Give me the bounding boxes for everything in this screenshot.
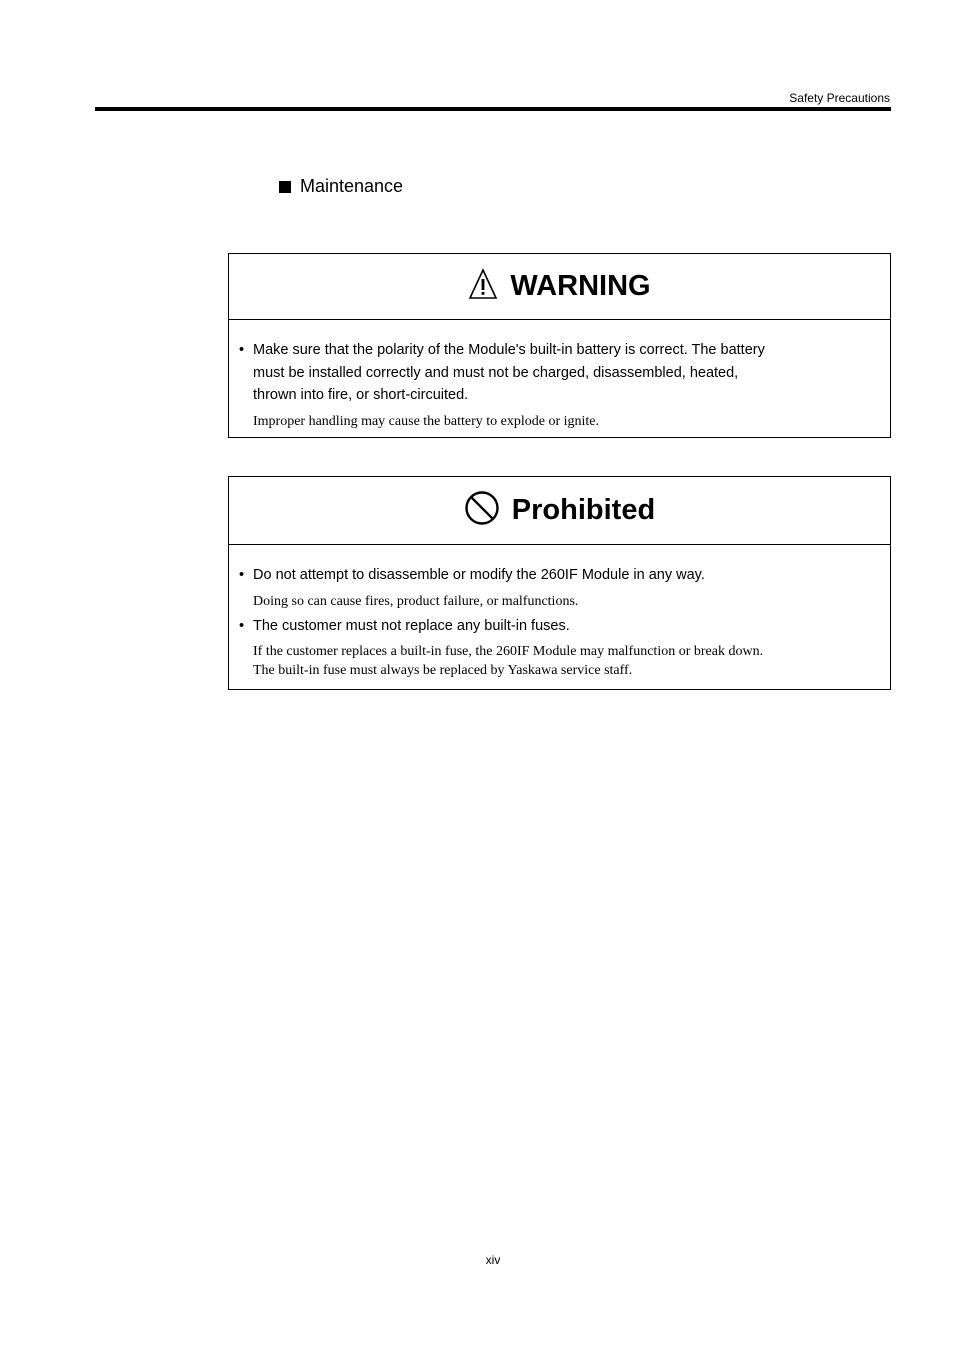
prohibited-note-2-line-2: The built-in fuse must always be replaced by Yaskawa service staff.: [253, 663, 633, 678]
warning-box: [228, 253, 891, 438]
warning-box-body: [229, 320, 890, 431]
prohibited-note-2-line-1: If the customer replaces a built-in fuse, the 260IF Module may malfunction or break down.: [253, 644, 764, 659]
section-heading: [279, 176, 403, 197]
warning-note: Improper handling may cause the battery to explode or ignite.: [253, 413, 600, 429]
warning-bullet: [239, 339, 880, 407]
bullet-dot: •: [239, 342, 245, 358]
prohibited-circle-icon: [464, 490, 500, 531]
prohibited-bullet-2: [239, 615, 880, 638]
warning-bullet-text: Make sure that the polarity of the Module's built-in battery is correct. The battery must be installed correctly and must not be charged, disassembled, heated, thrown into fire, or short-circuited.: [253, 342, 765, 403]
prohibited-bullet-1: [239, 564, 880, 587]
prohibited-bullet-1-text: Do not attempt to disassemble or modify the 260IF Module in any way.: [253, 567, 705, 583]
prohibited-bullet-2-text: The customer must not replace any built-in fuses.: [253, 617, 570, 634]
page-number: xiv: [485, 1253, 501, 1267]
prohibited-box: [228, 476, 891, 690]
prohibited-note-1: Doing so can cause fires, product failure, or malfunctions.: [253, 593, 579, 609]
bullet-dot: •: [239, 567, 245, 583]
prohibited-box-body: [229, 545, 890, 680]
prohibited-title: Prohibited: [511, 494, 656, 526]
section-heading-text: Maintenance: [300, 176, 404, 196]
bullet-dot: •: [239, 617, 245, 634]
running-header: Safety Precautions: [789, 91, 890, 105]
warning-triangle-icon: [468, 268, 498, 305]
prohibited-box-header: [229, 477, 890, 545]
warning-title: WARNING: [510, 270, 651, 302]
warning-box-header: [229, 254, 890, 320]
header-rule: [95, 107, 891, 111]
square-bullet-icon: [279, 181, 291, 193]
